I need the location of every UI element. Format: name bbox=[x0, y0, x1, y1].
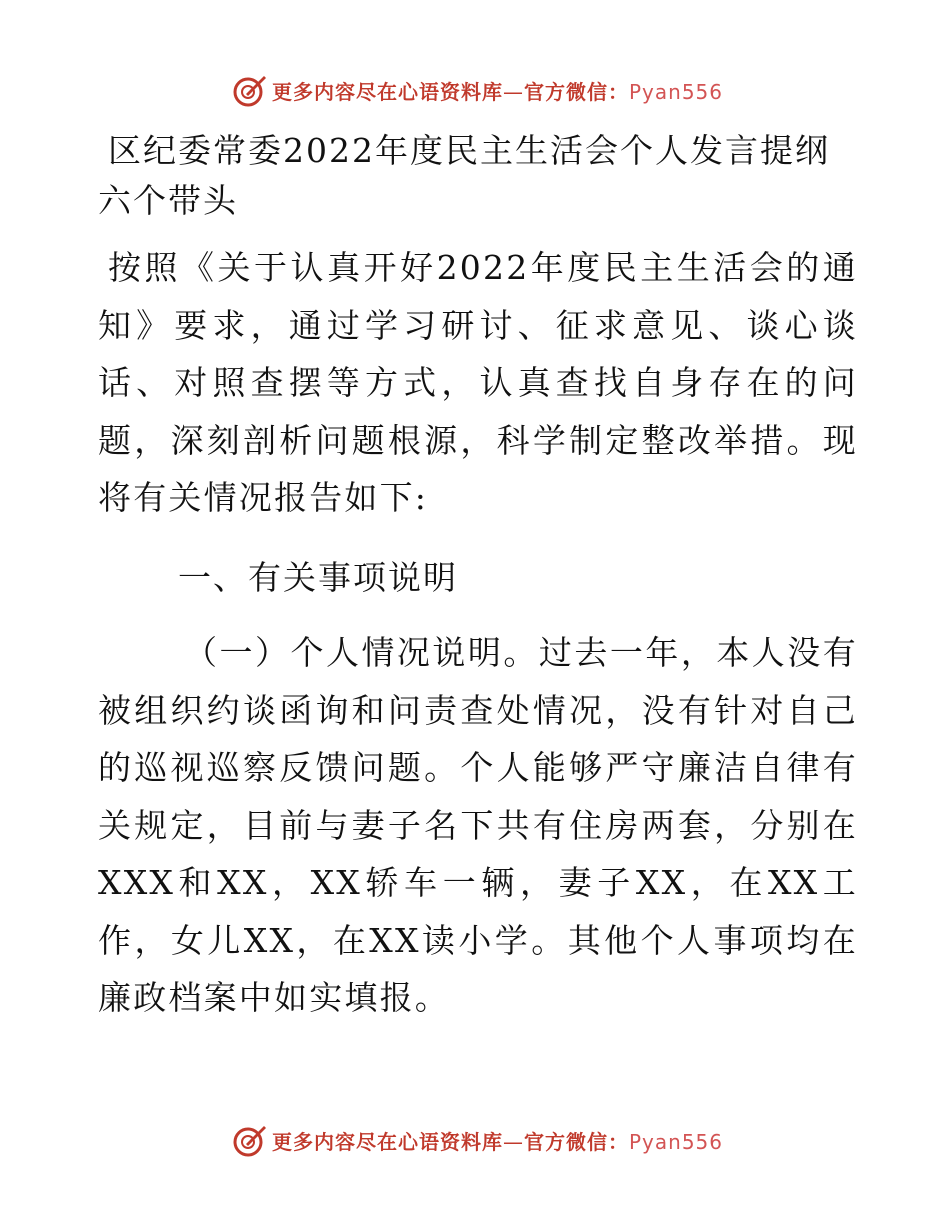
watermark-banner-bottom bbox=[232, 1120, 723, 1160]
watermark-text: 更多内容尽在心语资料库—官方微信：Pyan556 bbox=[272, 1129, 724, 1154]
watermark-handle: Pyan556 bbox=[629, 79, 724, 104]
watermark-text: 更多内容尽在心语资料库—官方微信：Pyan556 bbox=[272, 79, 724, 104]
document-body bbox=[98, 120, 858, 1027]
document-subtitle: 六个带头 bbox=[98, 181, 238, 220]
personal-situation-paragraph: （一）个人情况说明。过去一年，本人没有被组织约谈函询和问责查处情况，没有针对自己的巡视巡察反馈问题。个人能够严守廉洁自律有关规定，目前与妻子名下共有住房两套，分别在XXX和XX，XX轿车一辆，妻子XX，在XX工作，女儿XX，在XX读小学。其他个人事项均在廉政档案中如实填报。 bbox=[98, 633, 858, 1017]
pen-logo-icon bbox=[232, 1122, 268, 1158]
document-title: 区纪委常委2022年度民主生活会个人发言提纲 bbox=[108, 131, 830, 170]
section-heading: 一、有关事项说明 bbox=[178, 557, 458, 597]
watermark-handle: Pyan556 bbox=[629, 1129, 724, 1154]
watermark-banner-top bbox=[232, 70, 723, 110]
intro-paragraph: 按照《关于认真开好2022年度民主生活会的通知》要求，通过学习研讨、征求意见、谈心谈话、对照查摆等方式，认真查找自身存在的问题，深刻剖析问题根源，科学制定整改举措。现将有关情况报告如下: bbox=[98, 248, 858, 517]
pen-logo-icon bbox=[232, 72, 268, 108]
